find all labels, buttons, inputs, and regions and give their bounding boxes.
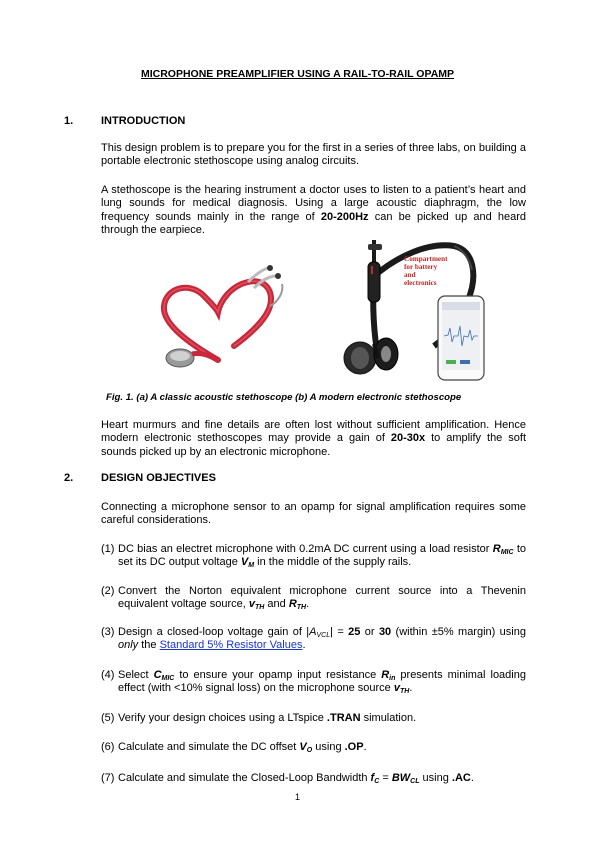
objective-1: (1) DC bias an electret microphone with 0.2mA DC current using a load resistor $R_{MIC}$ to set its DC output voltage $V_M$ in the middle of the supply rails.: [101, 543, 526, 570]
electronic-stethoscope-image: [338, 236, 488, 384]
objective-2: (2) Convert the Norton equivalent microphone current source into a Thevenin equivalent voltage source, $v_{TH}$ and $R_{TH}$.: [101, 585, 526, 612]
section-1-number: 1.: [64, 115, 74, 127]
objective-5: (5) Verify your design choices using a LTspice .TRAN simulation.: [101, 712, 417, 724]
figure-annotation-line-1: Compartment: [404, 255, 448, 263]
section-1-heading: INTRODUCTION: [101, 115, 186, 127]
objective-4: (4) Select $C_{MIC}$ to ensure your opamp input resistance $R_{in}$ presents minimal loading effect (with <10% signal loss) on the microphone source $v_{TH}$.: [101, 669, 526, 696]
objective-3: (3) Design a closed-loop voltage gain of $|A_{VCL}| = 25$ or 30 (within ±5% margin) using only the Standard 5% Resistor Values.: [101, 626, 526, 652]
amplification-paragraph: Heart murmurs and fine details are often lost without sufficient amplification. Hence modern electronic stethoscopes may provide a gain of 20-30x to amplify the soft sounds picked up by an electronic microphone.: [101, 419, 526, 458]
document-title: MICROPHONE PREAMPLIFIER USING A RAIL-TO-RAIL OPAMP: [140, 68, 455, 80]
objective-6: (6) Calculate and simulate the DC offset $V_O$ using .OP.: [101, 741, 367, 754]
figure-annotation-line-4: electronics: [404, 279, 437, 287]
objective-7: (7) Calculate and simulate the Closed-Loop Bandwidth $f_C = BW_{CL}$ using .AC.: [101, 772, 474, 785]
section-2-number: 2.: [64, 472, 74, 484]
acoustic-stethoscope-image: [150, 262, 300, 372]
figure-annotation-line-3: and: [404, 271, 416, 279]
intro-paragraph-2: A stethoscope is the hearing instrument a doctor uses to listen to a patient’s heart and lung sounds for medical diagnosis. Using a large acoustic diaphragm, the low frequency sounds mainly in the range of 20-200Hz can be picked up and heard through the earpiece.: [101, 184, 526, 237]
intro-paragraph-1: This design problem is to prepare you for the first in a series of three labs, on building a portable electronic stethoscope using analog circuits.: [101, 142, 526, 168]
page-number: 1: [294, 792, 300, 802]
figure-caption: Fig. 1. (a) A classic acoustic stethoscope (b) A modern electronic stethoscope: [106, 392, 462, 403]
figure-annotation-line-2: for battery: [404, 263, 438, 271]
objectives-intro: Connecting a microphone sensor to an opamp for signal amplification requires some careful considerations.: [101, 501, 526, 527]
section-2-heading: DESIGN OBJECTIVES: [101, 472, 216, 484]
standard-resistor-values-link[interactable]: Standard 5% Resistor Values: [159, 639, 303, 652]
